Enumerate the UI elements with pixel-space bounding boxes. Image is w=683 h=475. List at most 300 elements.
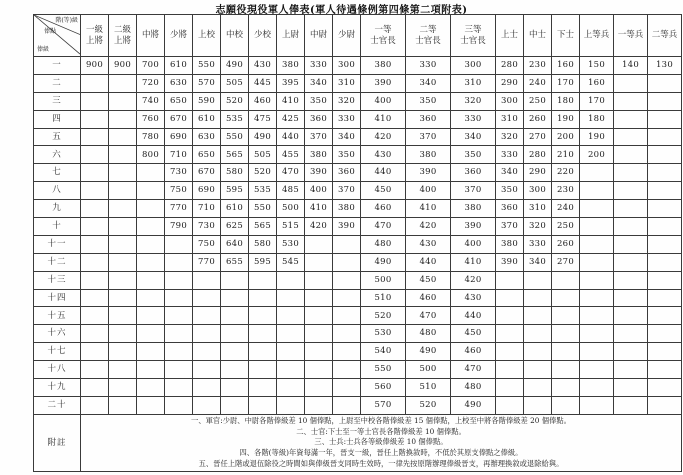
pay-cell [552,271,580,289]
pay-cell: 300 [496,92,524,110]
pay-cell: 500 [277,200,305,218]
pay-cell: 550 [221,128,249,146]
pay-cell: 655 [221,253,249,271]
pay-cell: 420 [451,271,496,289]
pay-cell: 390 [451,218,496,236]
pay-cell: 900 [81,57,109,75]
column-header: 中尉 [305,15,333,57]
pay-cell: 500 [406,361,451,379]
pay-cell [249,289,277,307]
pay-cell: 700 [137,57,165,75]
pay-cell [614,289,648,307]
pay-cell [193,379,221,397]
column-header: 二等 士官長 [406,15,451,57]
pay-cell: 360 [305,110,333,128]
pay-cell: 380 [305,146,333,164]
notes-label: 附註 [34,414,81,471]
pay-cell [109,200,137,218]
pay-cell: 300 [333,57,361,75]
pay-cell: 400 [451,235,496,253]
table-row [34,361,682,379]
pay-cell [333,289,361,307]
pay-cell [193,271,221,289]
pay-cell: 770 [193,253,221,271]
grade-label: 十一 [34,235,81,253]
pay-cell: 380 [451,200,496,218]
pay-cell [109,235,137,253]
pay-cell [648,325,682,343]
pay-cell: 170 [580,92,614,110]
grade-label: 十五 [34,307,81,325]
pay-cell [221,379,249,397]
pay-cell [81,182,109,200]
column-header: 少將 [165,15,193,57]
pay-cell: 370 [305,128,333,146]
pay-cell: 790 [165,218,193,236]
pay-cell: 550 [193,57,221,75]
pay-cell: 550 [361,361,406,379]
column-header: 下士 [552,15,580,57]
pay-cell: 190 [552,110,580,128]
pay-cell [249,307,277,325]
pay-cell [333,379,361,397]
pay-cell [614,343,648,361]
pay-cell: 590 [193,92,221,110]
pay-cell: 730 [165,164,193,182]
pay-cell: 250 [552,218,580,236]
pay-cell [221,307,249,325]
pay-cell [614,164,648,182]
pay-cell [614,396,648,414]
pay-cell: 340 [524,253,552,271]
pay-cell [305,253,333,271]
pay-cell: 150 [580,57,614,75]
pay-cell [81,289,109,307]
pay-cell: 320 [496,128,524,146]
table-row [34,92,682,110]
pay-cell: 310 [496,110,524,128]
pay-cell: 440 [406,253,451,271]
corner-label-rank: 階(等)級 [55,17,78,24]
pay-cell [580,182,614,200]
column-header: 中士 [524,15,552,57]
pay-cell: 560 [361,379,406,397]
pay-cell [109,74,137,92]
pay-cell: 440 [277,128,305,146]
pay-cell: 290 [496,74,524,92]
pay-cell [614,200,648,218]
pay-cell [221,343,249,361]
pay-cell: 350 [451,146,496,164]
pay-cell [648,200,682,218]
pay-cell: 520 [406,396,451,414]
pay-cell: 610 [165,57,193,75]
pay-cell [496,361,524,379]
pay-cell [81,128,109,146]
pay-cell [333,271,361,289]
pay-cell: 480 [406,325,451,343]
note-line: 二、士官:下士至一等士官長各階俸級差 10 個俸點。 [296,426,466,436]
pay-cell [648,307,682,325]
pay-cell: 490 [406,343,451,361]
pay-cell: 510 [406,379,451,397]
pay-cell [648,253,682,271]
pay-cell: 490 [361,253,406,271]
pay-cell: 390 [361,74,406,92]
pay-cell [524,289,552,307]
pay-cell [165,325,193,343]
pay-cell [614,361,648,379]
pay-cell [524,271,552,289]
pay-cell [648,361,682,379]
pay-cell: 710 [165,146,193,164]
column-header: 上士 [496,15,524,57]
pay-cell [193,396,221,414]
pay-cell: 450 [361,182,406,200]
grade-label: 十九 [34,379,81,397]
pay-cell [109,146,137,164]
note-line: 一、軍官:少尉、中尉各階俸級差 10 個俸點，上尉至中校各階俸級差 15 個俸點，上校至中將各階俸級差 20 個俸點。 [191,415,571,425]
column-header: 少尉 [333,15,361,57]
pay-cell [221,271,249,289]
pay-cell [648,235,682,253]
pay-cell: 520 [249,164,277,182]
pay-cell: 420 [305,218,333,236]
pay-cell: 330 [496,146,524,164]
grade-label: 十六 [34,325,81,343]
table-row [34,396,682,414]
pay-cell [81,271,109,289]
pay-cell: 410 [277,92,305,110]
pay-cell: 535 [249,182,277,200]
pay-cell [333,396,361,414]
grade-label: 十四 [34,289,81,307]
column-header: 上校 [193,15,221,57]
pay-cell: 330 [524,235,552,253]
pay-cell: 470 [361,218,406,236]
grade-label: 六 [34,146,81,164]
pay-cell [580,218,614,236]
pay-cell: 260 [524,110,552,128]
pay-cell: 445 [249,74,277,92]
pay-cell [109,218,137,236]
pay-cell [165,343,193,361]
corner-header [34,15,81,57]
pay-cell: 200 [552,128,580,146]
pay-cell [165,271,193,289]
pay-cell [109,379,137,397]
pay-cell: 740 [137,92,165,110]
pay-cell: 410 [406,200,451,218]
table-row [34,74,682,92]
pay-cell [277,379,305,397]
pay-cell: 480 [361,235,406,253]
pay-cell [221,325,249,343]
pay-cell [81,110,109,128]
pay-cell: 390 [406,164,451,182]
pay-cell [249,396,277,414]
pay-cell [614,110,648,128]
pay-cell: 730 [193,218,221,236]
pay-cell [552,307,580,325]
pay-cell [648,271,682,289]
pay-cell [333,253,361,271]
pay-cell [193,361,221,379]
pay-cell [496,396,524,414]
pay-cell [81,235,109,253]
pay-cell [137,325,165,343]
pay-cell: 515 [277,218,305,236]
grade-label: 十二 [34,253,81,271]
grade-label: 十三 [34,271,81,289]
table-row [34,379,682,397]
table-row [34,271,682,289]
pay-cell [648,289,682,307]
pay-cell [552,289,580,307]
pay-cell: 350 [406,92,451,110]
pay-cell: 190 [580,128,614,146]
pay-cell: 610 [193,110,221,128]
pay-cell: 390 [305,164,333,182]
pay-cell [193,343,221,361]
pay-cell [137,200,165,218]
pay-cell [81,164,109,182]
corner-label-paygrade: 俸級 [37,45,50,53]
pay-cell [305,343,333,361]
pay-cell [648,379,682,397]
grade-label: 二 [34,74,81,92]
pay-cell: 340 [406,74,451,92]
pay-cell [109,325,137,343]
pay-cell [580,289,614,307]
notes-row [34,414,682,471]
pay-cell: 380 [277,57,305,75]
pay-cell [580,271,614,289]
pay-cell [580,253,614,271]
pay-cell: 180 [552,92,580,110]
pay-cell [614,182,648,200]
pay-cell [165,289,193,307]
grade-label: 十 [34,218,81,236]
pay-cell: 500 [361,271,406,289]
pay-cell [580,307,614,325]
pay-cell [580,396,614,414]
pay-cell: 350 [333,146,361,164]
pay-cell: 410 [451,253,496,271]
pay-cell [496,325,524,343]
pay-cell: 400 [406,182,451,200]
pay-cell [614,218,648,236]
pay-cell [305,396,333,414]
pay-cell [81,74,109,92]
column-header: 三等 士官長 [451,15,496,57]
pay-cell [305,235,333,253]
pay-cell: 370 [333,182,361,200]
pay-cell [221,361,249,379]
pay-cell [496,271,524,289]
pay-cell [524,343,552,361]
pay-cell: 360 [496,200,524,218]
pay-cell: 310 [333,74,361,92]
pay-cell [193,289,221,307]
pay-cell [614,379,648,397]
grade-label: 二十 [34,396,81,414]
pay-cell: 900 [109,57,137,75]
pay-cell: 380 [361,57,406,75]
pay-cell [648,146,682,164]
pay-cell: 710 [193,200,221,218]
pay-cell [648,110,682,128]
pay-cell: 250 [524,92,552,110]
pay-cell [552,396,580,414]
pay-cell: 160 [580,74,614,92]
column-header: 一級 上將 [81,15,109,57]
pay-cell [81,218,109,236]
pay-cell [137,218,165,236]
pay-cell [81,361,109,379]
pay-cell [524,307,552,325]
pay-cell: 410 [305,200,333,218]
pay-cell [137,182,165,200]
pay-cell: 490 [249,128,277,146]
pay-cell [277,289,305,307]
note-line: 三、士兵:士兵各等級俸級差 10 個俸點。 [314,437,448,447]
grade-label: 九 [34,200,81,218]
grade-label: 五 [34,128,81,146]
pay-cell: 400 [361,92,406,110]
pay-cell [614,128,648,146]
table-row [34,235,682,253]
pay-cell [109,110,137,128]
pay-cell [249,379,277,397]
table-row [34,146,682,164]
table-row [34,218,682,236]
pay-cell [648,92,682,110]
pay-cell: 310 [451,74,496,92]
note-line: 五、晉任上階或退伍除役之時間如與俸級晉支同時生效時，一律先按原階辦理俸級晉支，再辦理換敘或退除給與。 [198,459,564,468]
pay-cell [648,218,682,236]
pay-cell [496,343,524,361]
pay-cell: 320 [451,92,496,110]
pay-cell [81,307,109,325]
note-line: 四、各階(等級)年資每滿一年，晉支一級，晉任上階換敘時，不低於其原支俸點之俸級。 [239,448,523,458]
pay-cell: 720 [137,74,165,92]
pay-cell [221,396,249,414]
table-row [34,289,682,307]
pay-cell: 640 [221,235,249,253]
pay-cell [193,307,221,325]
pay-cell [305,379,333,397]
pay-cell [305,325,333,343]
pay-cell: 450 [406,271,451,289]
pay-cell [648,128,682,146]
pay-cell [165,379,193,397]
column-header: 二級 上將 [109,15,137,57]
pay-cell: 770 [165,200,193,218]
pay-cell: 320 [333,92,361,110]
table-row [34,253,682,271]
pay-cell: 200 [580,146,614,164]
pay-cell: 455 [277,146,305,164]
pay-cell [109,396,137,414]
pay-cell: 505 [249,146,277,164]
pay-cell: 390 [496,253,524,271]
pay-cell: 340 [496,164,524,182]
pay-cell: 595 [221,182,249,200]
column-header: 少校 [249,15,277,57]
pay-cell: 630 [165,74,193,92]
pay-cell: 360 [333,164,361,182]
pay-cell: 800 [137,146,165,164]
pay-cell: 170 [552,74,580,92]
pay-cell [580,379,614,397]
pay-cell: 520 [361,307,406,325]
pay-cell: 625 [221,218,249,236]
pay-cell [552,379,580,397]
pay-cell: 470 [406,307,451,325]
pay-cell: 530 [277,235,305,253]
pay-cell [109,182,137,200]
pay-cell: 650 [165,92,193,110]
pay-cell [305,361,333,379]
pay-cell: 340 [305,74,333,92]
pay-cell [137,307,165,325]
pay-cell: 370 [451,182,496,200]
pay-cell: 630 [193,128,221,146]
pay-cell [614,146,648,164]
pay-cell: 380 [496,235,524,253]
pay-cell: 475 [249,110,277,128]
pay-cell: 220 [552,164,580,182]
pay-cell: 300 [524,182,552,200]
pay-cell [81,146,109,164]
pay-cell: 650 [193,146,221,164]
pay-cell [137,289,165,307]
pay-cell [109,253,137,271]
pay-cell: 480 [451,379,496,397]
pay-cell [249,271,277,289]
pay-cell [109,361,137,379]
pay-cell [333,343,361,361]
pay-cell [109,128,137,146]
header-row [34,15,682,57]
pay-cell [137,235,165,253]
pay-cell: 180 [580,110,614,128]
grade-label: 十七 [34,343,81,361]
column-header: 中校 [221,15,249,57]
pay-cell: 290 [524,164,552,182]
pay-cell [552,325,580,343]
pay-cell [648,182,682,200]
pay-cell: 300 [451,57,496,75]
pay-cell [614,271,648,289]
pay-cell [137,271,165,289]
grade-label: 十八 [34,361,81,379]
pay-cell [193,325,221,343]
pay-cell [614,235,648,253]
pay-cell: 425 [277,110,305,128]
pay-cell [648,74,682,92]
pay-cell [648,343,682,361]
pay-cell: 270 [552,253,580,271]
pay-cell: 280 [496,57,524,75]
grade-label: 一 [34,57,81,75]
column-header: 二等兵 [648,15,682,57]
pay-cell: 395 [277,74,305,92]
pay-cell: 460 [361,200,406,218]
pay-cell [524,396,552,414]
pay-cell [137,253,165,271]
